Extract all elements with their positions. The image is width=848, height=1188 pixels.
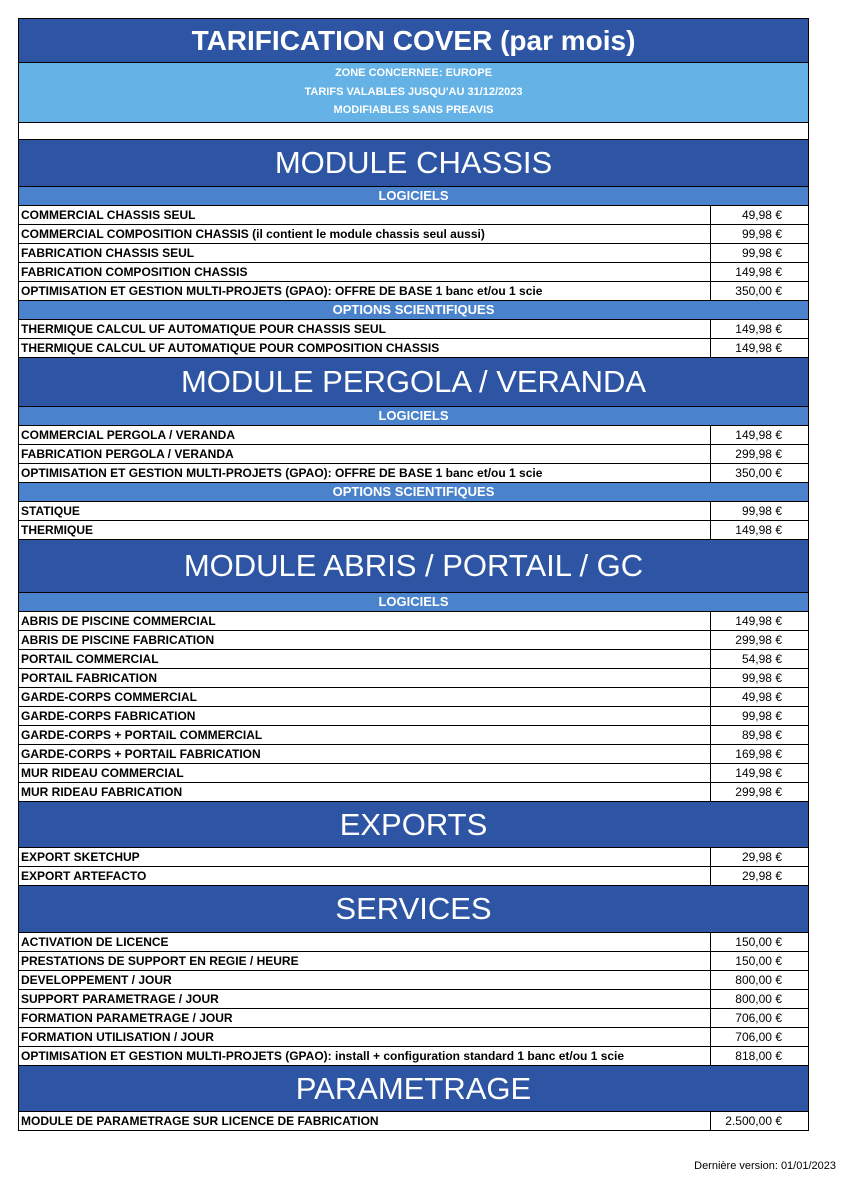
item-price: 800,00 €	[710, 971, 808, 989]
item-price: 99,98 €	[710, 669, 808, 687]
item-price: 99,98 €	[710, 707, 808, 725]
price-row	[19, 612, 808, 631]
item-price: 149,98 €	[710, 263, 808, 281]
item-price: 149,98 €	[710, 764, 808, 782]
item-label: ABRIS DE PISCINE COMMERCIAL	[21, 614, 216, 629]
item-price: 706,00 €	[710, 1028, 808, 1046]
info-line: ZONE CONCERNEE: EUROPE	[334, 67, 493, 79]
sections-container	[19, 140, 808, 1130]
item-label: GARDE-CORPS + PORTAIL FABRICATION	[21, 747, 261, 762]
group-header: LOGICIELS	[19, 407, 808, 426]
item-label: COMMERCIAL CHASSIS SEUL	[21, 208, 196, 223]
item-label: THERMIQUE CALCUL UF AUTOMATIQUE POUR COMPOSITION CHASSIS	[21, 341, 440, 356]
price-row	[19, 1047, 808, 1066]
price-row	[19, 445, 808, 464]
section-title: MODULE CHASSIS	[19, 140, 808, 187]
item-label: FORMATION PARAMETRAGE / JOUR	[21, 1011, 233, 1026]
item-label: GARDE-CORPS FABRICATION	[21, 709, 196, 724]
item-price: 299,98 €	[710, 631, 808, 649]
item-price: 29,98 €	[710, 848, 808, 866]
item-label: THERMIQUE CALCUL UF AUTOMATIQUE POUR CHASSIS SEUL	[21, 322, 386, 337]
item-price: 299,98 €	[710, 783, 808, 801]
item-price: 150,00 €	[710, 933, 808, 951]
price-row	[19, 631, 808, 650]
group-header: LOGICIELS	[19, 187, 808, 206]
item-price: 99,98 €	[710, 502, 808, 520]
item-label: FORMATION UTILISATION / JOUR	[21, 1030, 214, 1045]
price-row	[19, 707, 808, 726]
section-title: PARAMETRAGE	[19, 1066, 808, 1112]
price-row	[19, 339, 808, 358]
item-price: 149,98 €	[710, 612, 808, 630]
item-label: FABRICATION COMPOSITION CHASSIS	[21, 265, 248, 280]
item-label: GARDE-CORPS + PORTAIL COMMERCIAL	[21, 728, 263, 743]
page-title: TARIFICATION COVER (par mois)	[19, 19, 808, 63]
item-price: 149,98 €	[710, 426, 808, 444]
info-line: TARIFS VALABLES JUSQU'AU 31/12/2023	[304, 85, 523, 98]
item-price: 99,98 €	[710, 244, 808, 262]
price-row	[19, 650, 808, 669]
price-row	[19, 320, 808, 339]
item-label: MUR RIDEAU COMMERCIAL	[21, 766, 184, 781]
item-label: OPTIMISATION ET GESTION MULTI-PROJETS (GPAO): OFFRE DE BASE 1 banc et/ou 1 scie	[21, 466, 543, 481]
price-row	[19, 282, 808, 301]
price-row	[19, 244, 808, 263]
price-row	[19, 952, 808, 971]
item-price: 818,00 €	[710, 1047, 808, 1065]
item-label: EXPORT ARTEFACTO	[21, 869, 147, 884]
price-row	[19, 933, 808, 952]
item-price: 2.500,00 €	[710, 1112, 808, 1130]
price-row	[19, 1112, 808, 1130]
item-label: ABRIS DE PISCINE FABRICATION	[21, 633, 215, 648]
item-label: OPTIMISATION ET GESTION MULTI-PROJETS (GPAO): install + configuration standard 1 banc et/ou 1 scie	[21, 1049, 625, 1064]
item-label: THERMIQUE	[21, 523, 93, 538]
item-price: 49,98 €	[710, 206, 808, 224]
item-price: 89,98 €	[710, 726, 808, 744]
info-band	[19, 63, 808, 123]
item-label: OPTIMISATION ET GESTION MULTI-PROJETS (GPAO): OFFRE DE BASE 1 banc et/ou 1 scie	[21, 284, 543, 299]
item-label: PRESTATIONS DE SUPPORT EN REGIE / HEURE	[21, 954, 299, 969]
price-row	[19, 971, 808, 990]
item-price: 800,00 €	[710, 990, 808, 1008]
item-price: 169,98 €	[710, 745, 808, 763]
item-label: MUR RIDEAU FABRICATION	[21, 785, 183, 800]
price-row	[19, 848, 808, 867]
item-price: 149,98 €	[710, 339, 808, 357]
price-row	[19, 1028, 808, 1047]
item-label: MODULE DE PARAMETRAGE SUR LICENCE DE FABRICATION	[21, 1114, 379, 1129]
section-title: MODULE ABRIS / PORTAIL / GC	[19, 540, 808, 593]
item-label: STATIQUE	[21, 504, 80, 519]
price-row	[19, 426, 808, 445]
version-footer: Dernière version: 01/01/2023	[694, 1160, 836, 1172]
item-label: ACTIVATION DE LICENCE	[21, 935, 169, 950]
price-row	[19, 990, 808, 1009]
price-row	[19, 521, 808, 540]
info-line: MODIFIABLES SANS PREAVIS	[333, 104, 494, 117]
item-label: FABRICATION CHASSIS SEUL	[21, 246, 195, 261]
item-label: COMMERCIAL PERGOLA / VERANDA	[21, 428, 236, 443]
group-header: LOGICIELS	[19, 593, 808, 612]
item-price: 150,00 €	[710, 952, 808, 970]
price-row	[19, 225, 808, 244]
price-row	[19, 669, 808, 688]
group-header: OPTIONS SCIENTIFIQUES	[19, 483, 808, 502]
item-label: GARDE-CORPS COMMERCIAL	[21, 690, 197, 705]
item-label: COMMERCIAL COMPOSITION CHASSIS (il contient le module chassis seul aussi)	[21, 227, 485, 242]
price-row	[19, 783, 808, 802]
spacer-row	[19, 123, 808, 140]
price-row	[19, 764, 808, 783]
item-price: 299,98 €	[710, 445, 808, 463]
price-row	[19, 206, 808, 225]
price-row	[19, 688, 808, 707]
item-price: 149,98 €	[710, 521, 808, 539]
item-price: 49,98 €	[710, 688, 808, 706]
item-label: FABRICATION PERGOLA / VERANDA	[21, 447, 234, 462]
price-row	[19, 263, 808, 282]
price-row	[19, 726, 808, 745]
section-title: EXPORTS	[19, 802, 808, 848]
price-row	[19, 502, 808, 521]
price-row	[19, 745, 808, 764]
item-price: 350,00 €	[710, 464, 808, 482]
item-label: EXPORT SKETCHUP	[21, 850, 140, 865]
price-row	[19, 867, 808, 886]
section-title: MODULE PERGOLA / VERANDA	[19, 358, 808, 407]
item-price: 149,98 €	[710, 320, 808, 338]
pricing-sheet	[18, 18, 809, 1131]
item-price: 29,98 €	[710, 867, 808, 885]
section-title: SERVICES	[19, 886, 808, 933]
item-label: SUPPORT PARAMETRAGE / JOUR	[21, 992, 219, 1007]
item-price: 706,00 €	[710, 1009, 808, 1027]
item-price: 350,00 €	[710, 282, 808, 300]
price-row	[19, 464, 808, 483]
item-label: PORTAIL FABRICATION	[21, 671, 157, 686]
item-price: 54,98 €	[710, 650, 808, 668]
group-header: OPTIONS SCIENTIFIQUES	[19, 301, 808, 320]
price-row	[19, 1009, 808, 1028]
item-label: PORTAIL COMMERCIAL	[21, 652, 159, 667]
item-label: DEVELOPPEMENT / JOUR	[21, 973, 172, 988]
item-price: 99,98 €	[710, 225, 808, 243]
